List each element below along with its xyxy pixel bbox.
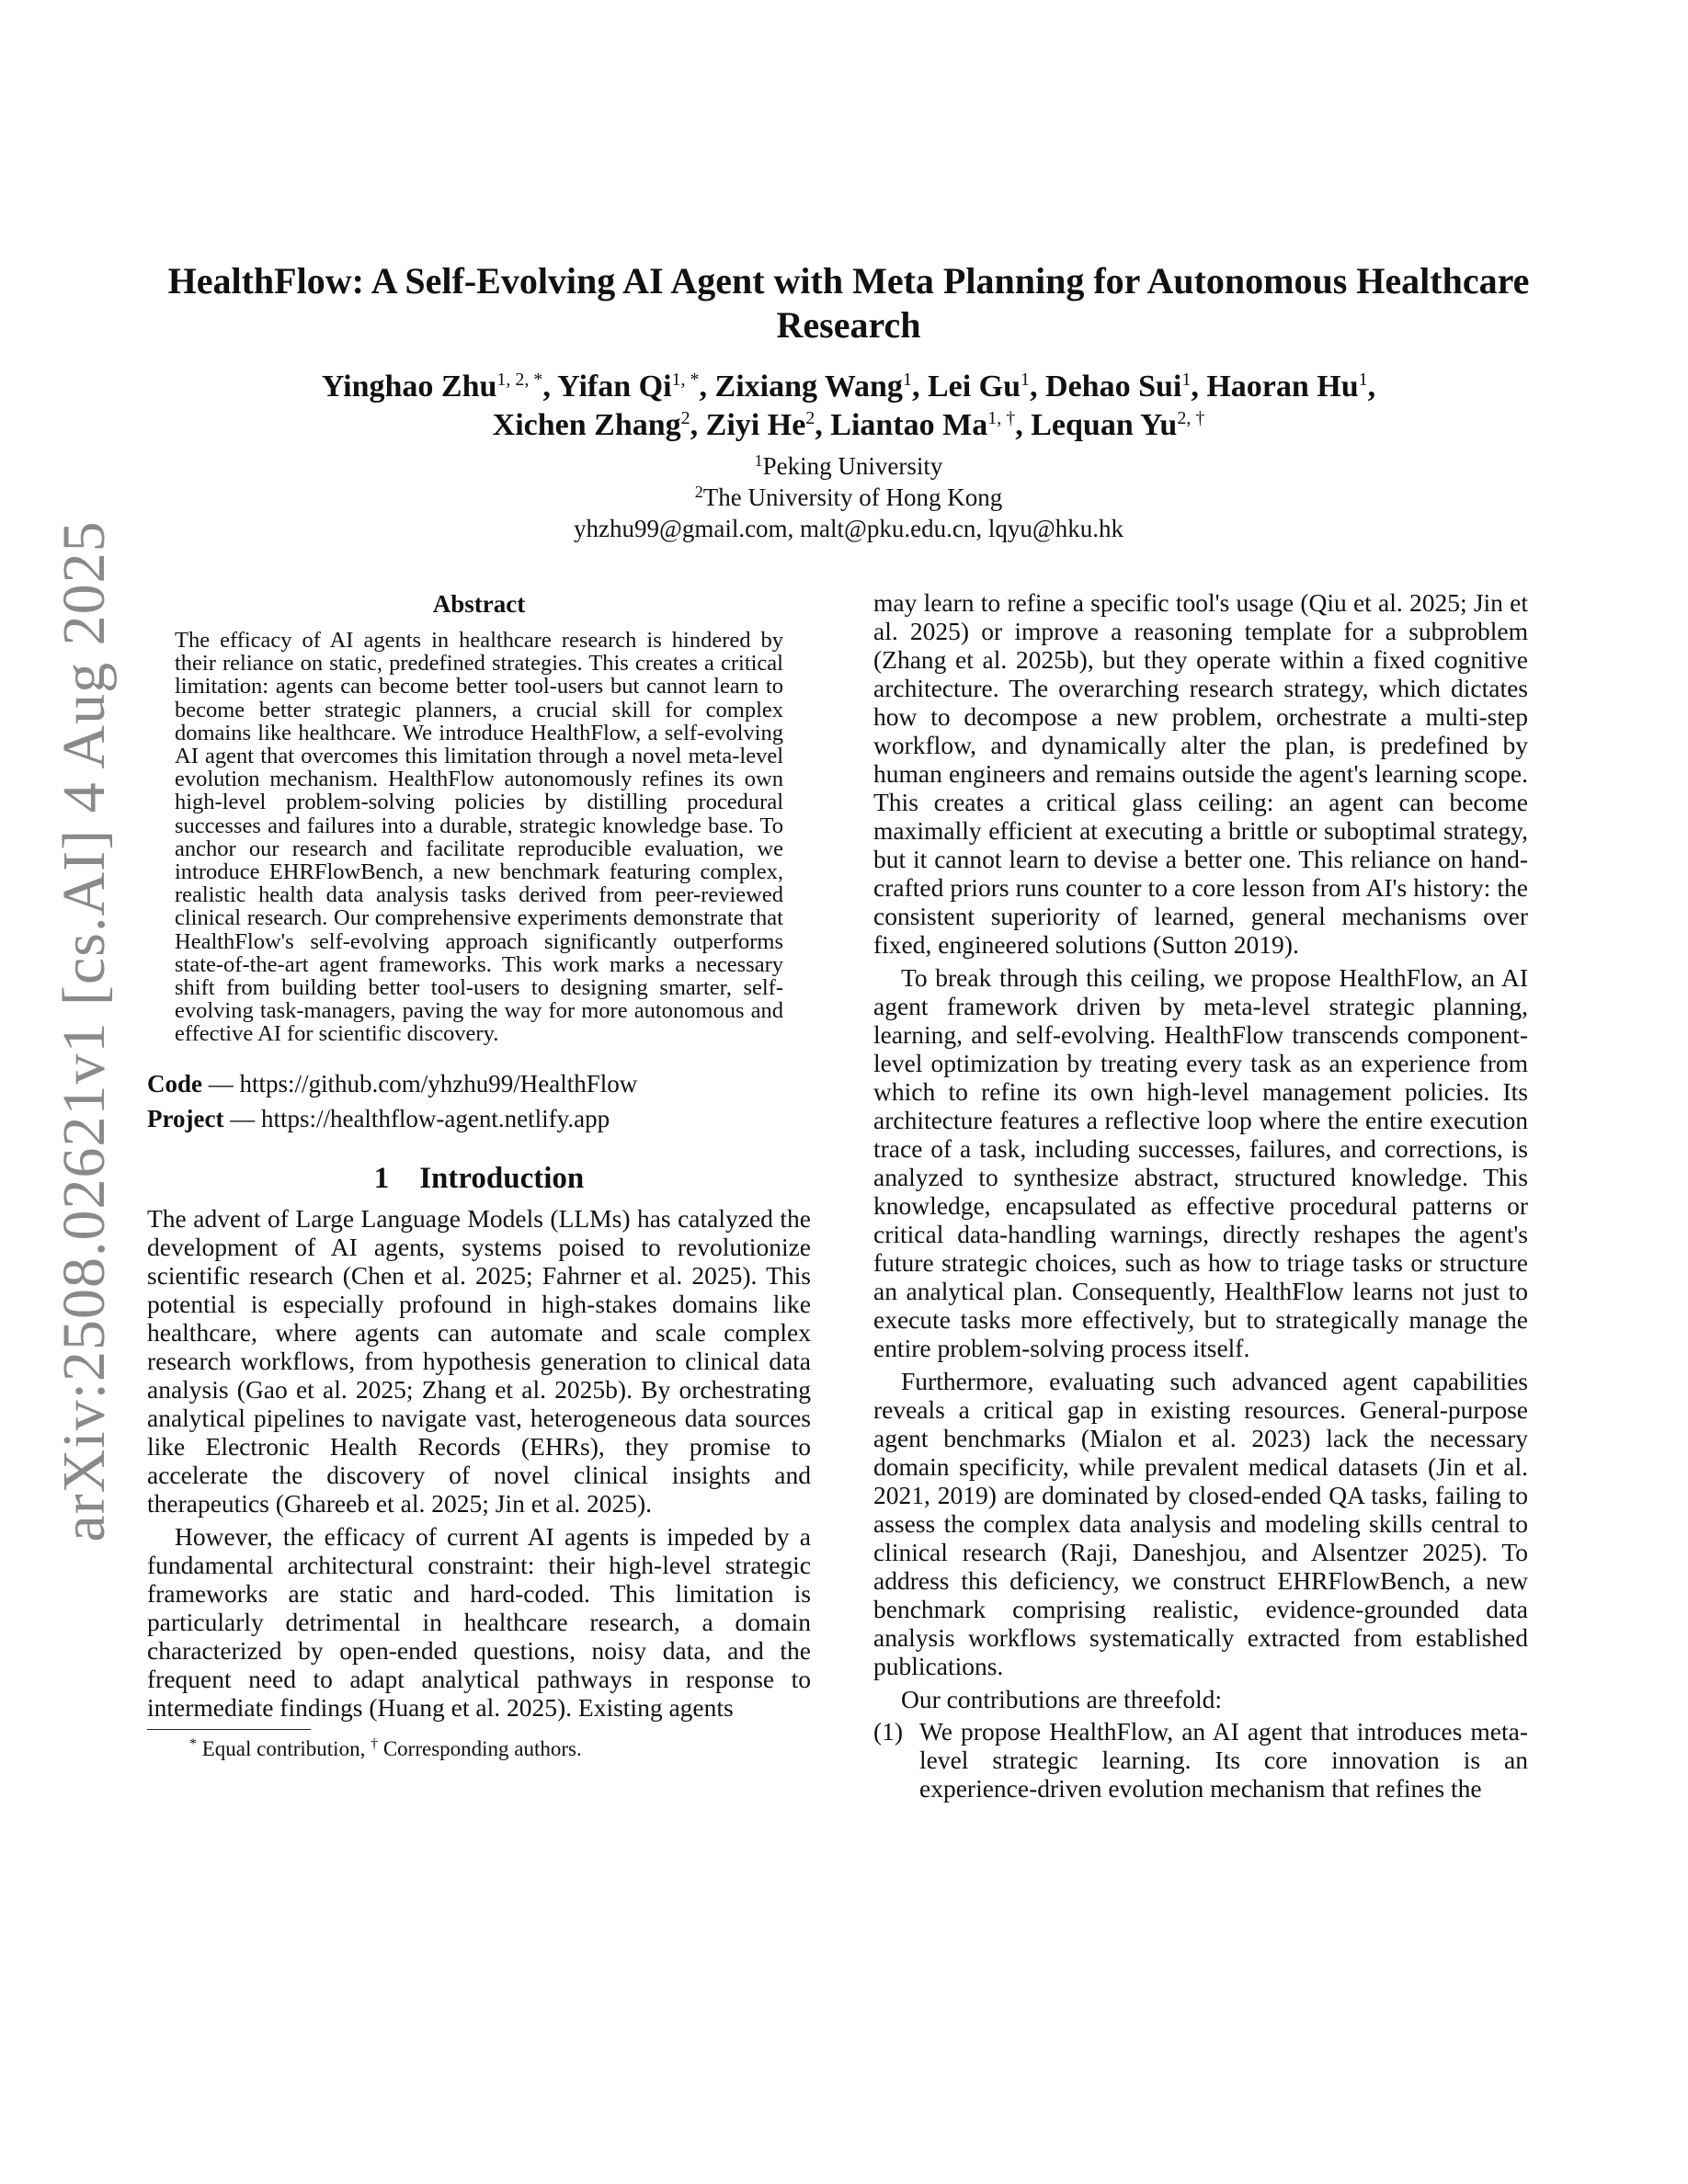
author-emails: yhzhu99@gmail.com, malt@pku.edu.cn, lqyu@hku.hk	[573, 515, 1123, 542]
arxiv-identifier-stamp	[0, 0, 165, 2184]
introduction-heading: 1 Introduction	[373, 1161, 585, 1195]
author: Yifan $Qi^{1, *}$,	[557, 370, 715, 404]
author: Dehao Sui$^1$,	[1045, 370, 1207, 404]
intro-paragraph-4: Furthermore, evaluating such advanced agent capabilities reveals a critical gap in existing resources. General-purpose agent benchmarks (Mialon et al. 2023) lack the necessary domain specificity, while prevalent medical datasets (Jin et al. 2021, 2019) are dominated by closed-ended QA tasks, failing to assess the complex data analysis and modeling skills central to clinical research (Raji, Daneshjou, and Alsentzer 2025). To address this deficiency, we construct EHRFlowBench, a new benchmark comprising realistic, evidence-grounded data analysis workflows systematically extracted from established publications.	[873, 1367, 1528, 1680]
contribution-text: We propose HealthFlow, an AI agent that introduces meta-level strategic learning. Its core innovation is an experience-driven evolution mechanism that refines the	[919, 1717, 1528, 1803]
author: Liantao $Ma^{1, \dagger}$,	[830, 408, 1032, 442]
affiliation: $^2$The University of Hong Kong	[694, 483, 1003, 511]
author: Xichen Zhang$^2$,	[492, 408, 706, 442]
author: Ziyi He$^2$,	[705, 408, 831, 442]
code-url[interactable]: https://github.com/yhzhu99/HealthFlow	[239, 1069, 638, 1098]
abstract-heading: Abstract	[432, 590, 526, 618]
left-column	[147, 588, 811, 1763]
right-column	[873, 588, 1528, 1803]
arxiv-stamp-text: arXiv:2508.02621v1 [cs.AI] 4 Aug 2025	[51, 520, 118, 1542]
code-link-line: Code — https://github.com/yhzhu99/HealthFlow	[147, 1069, 638, 1098]
abstract-text: The efficacy of AI agents in healthcare research is hindered by their reliance on static, predefined strategies. This creates a critical limitation: agents can become better tool-users but cannot learn to become better strategic planners, a crucial skill for complex domains like healthcare. We introduce HealthFlow, a self-evolving AI agent that overcomes this limitation through a novel meta-level evolution mechanism. HealthFlow autonomously refines its own high-level problem-solving policies by distilling procedural successes and failures into a durable, strategic knowledge base. To anchor our research and facilitate reproducible evaluation, we introduce EHRFlowBench, a new benchmark featuring complex, realistic health data analysis tasks derived from peer-reviewed clinical research. Our comprehensive experiments demonstrate that HealthFlow's self-evolving approach significantly outperforms state-of-the-art agent frameworks. This work marks a necessary shift from building better tool-users to designing smarter, self-evolving task-managers, paving the way for more autonomous and effective AI for scientific discovery.	[175, 628, 783, 1047]
intro-paragraph-2-continued: may learn to refine a specific tool's usage (Qiu et al. 2025; Jin et al. 2025) or improve a reasoning template for a subproblem (Zhang et al. 2025b), but they operate within a fixed cognitive architecture. The overarching research strategy, which dictates how to decompose a new problem, orchestrate a multi-step workflow, and dynamically alter the plan, is predefined by human engineers and remains outside the agent's learning scope. This creates a critical glass ceiling: an agent can become maximally efficient at executing a brittle or suboptimal strategy, but it cannot learn to devise a better one. This reliance on hand-crafted priors runs counter to a core lesson from AI's history: the consistent superiority of learned, general mechanisms over fixed, engineered solutions (Sutton 2019).	[873, 588, 1528, 959]
footnote-divider	[147, 1729, 311, 1730]
paper-title: HealthFlow: A Self-Evolving AI Agent with Meta Planning for Autonomous Healthcare Research	[167, 260, 1530, 346]
intro-paragraph-3: To break through this ceiling, we propose HealthFlow, an AI agent framework driven by meta-level strategic planning, learning, and self-evolving. HealthFlow transcends component-level optimization by treating every task as an experience from which to refine its own high-level management policies. Its architecture features a reflective loop where the entire execution trace of a task, including successes, failures, and corrections, is analyzed to synthesize abstract, structured knowledge. This knowledge, encapsulated as effective procedural patterns or critical data-handling warnings, directly reshapes the agent's future strategic choices, such as how to triage tasks or structure an analytical plan. Consequently, HealthFlow learns not just to execute tasks more effectively, but to strategically manage the entire problem-solving process itself.	[873, 963, 1528, 1362]
author: Lei Gu$^1$,	[927, 370, 1046, 404]
author: Yinghao Zhu$^{1, 2, *}$,	[321, 370, 558, 404]
footnote: * Equal contribution, † Corresponding authors.	[189, 1735, 582, 1760]
author: Lequan $Yu^{2, \dagger}$	[1031, 408, 1205, 442]
contribution-number: (1)	[873, 1717, 904, 1746]
author-list	[147, 368, 1550, 445]
project-link-line: Project — https://healthflow-agent.netlify.app	[147, 1104, 610, 1132]
affiliation: $^1$Peking University	[754, 451, 943, 480]
author: Zixiang Wang$^1$,	[714, 370, 928, 404]
project-url[interactable]: https://healthflow-agent.netlify.app	[260, 1104, 610, 1132]
intro-paragraph-2: However, the efficacy of current AI agents is impeded by a fundamental architectural constraint: their high-level strategic frameworks are static and hard-coded. This limitation is particularly detrimental in healthcare research, a domain characterized by open-ended questions, noisy data, and the frequent need to adapt analytical pathways in response to intermediate findings (Huang et al. 2025). Existing agents	[147, 1521, 811, 1722]
intro-paragraph-5: Our contributions are threefold:	[901, 1685, 1222, 1713]
contribution-item	[873, 1717, 1528, 1803]
intro-paragraph-1: The advent of Large Language Models (LLMs) has catalyzed the development of AI agents, systems poised to revolutionize scientific research (Chen et al. 2025; Fahrner et al. 2025). This potential is especially profound in high-stakes domains like healthcare, where agents can automate and scale complex research workflows, from hypothesis generation to clinical data analysis (Gao et al. 2025; Zhang et al. 2025b). By orchestrating analytical pipelines to navigate vast, heterogeneous data sources like Electronic Health Records (EHRs), they promise to accelerate the discovery of novel clinical insights and therapeutics (Ghareeb et al. 2025; Jin et al. 2025).	[147, 1203, 811, 1518]
author: Haoran Hu$^1$,	[1206, 370, 1376, 404]
